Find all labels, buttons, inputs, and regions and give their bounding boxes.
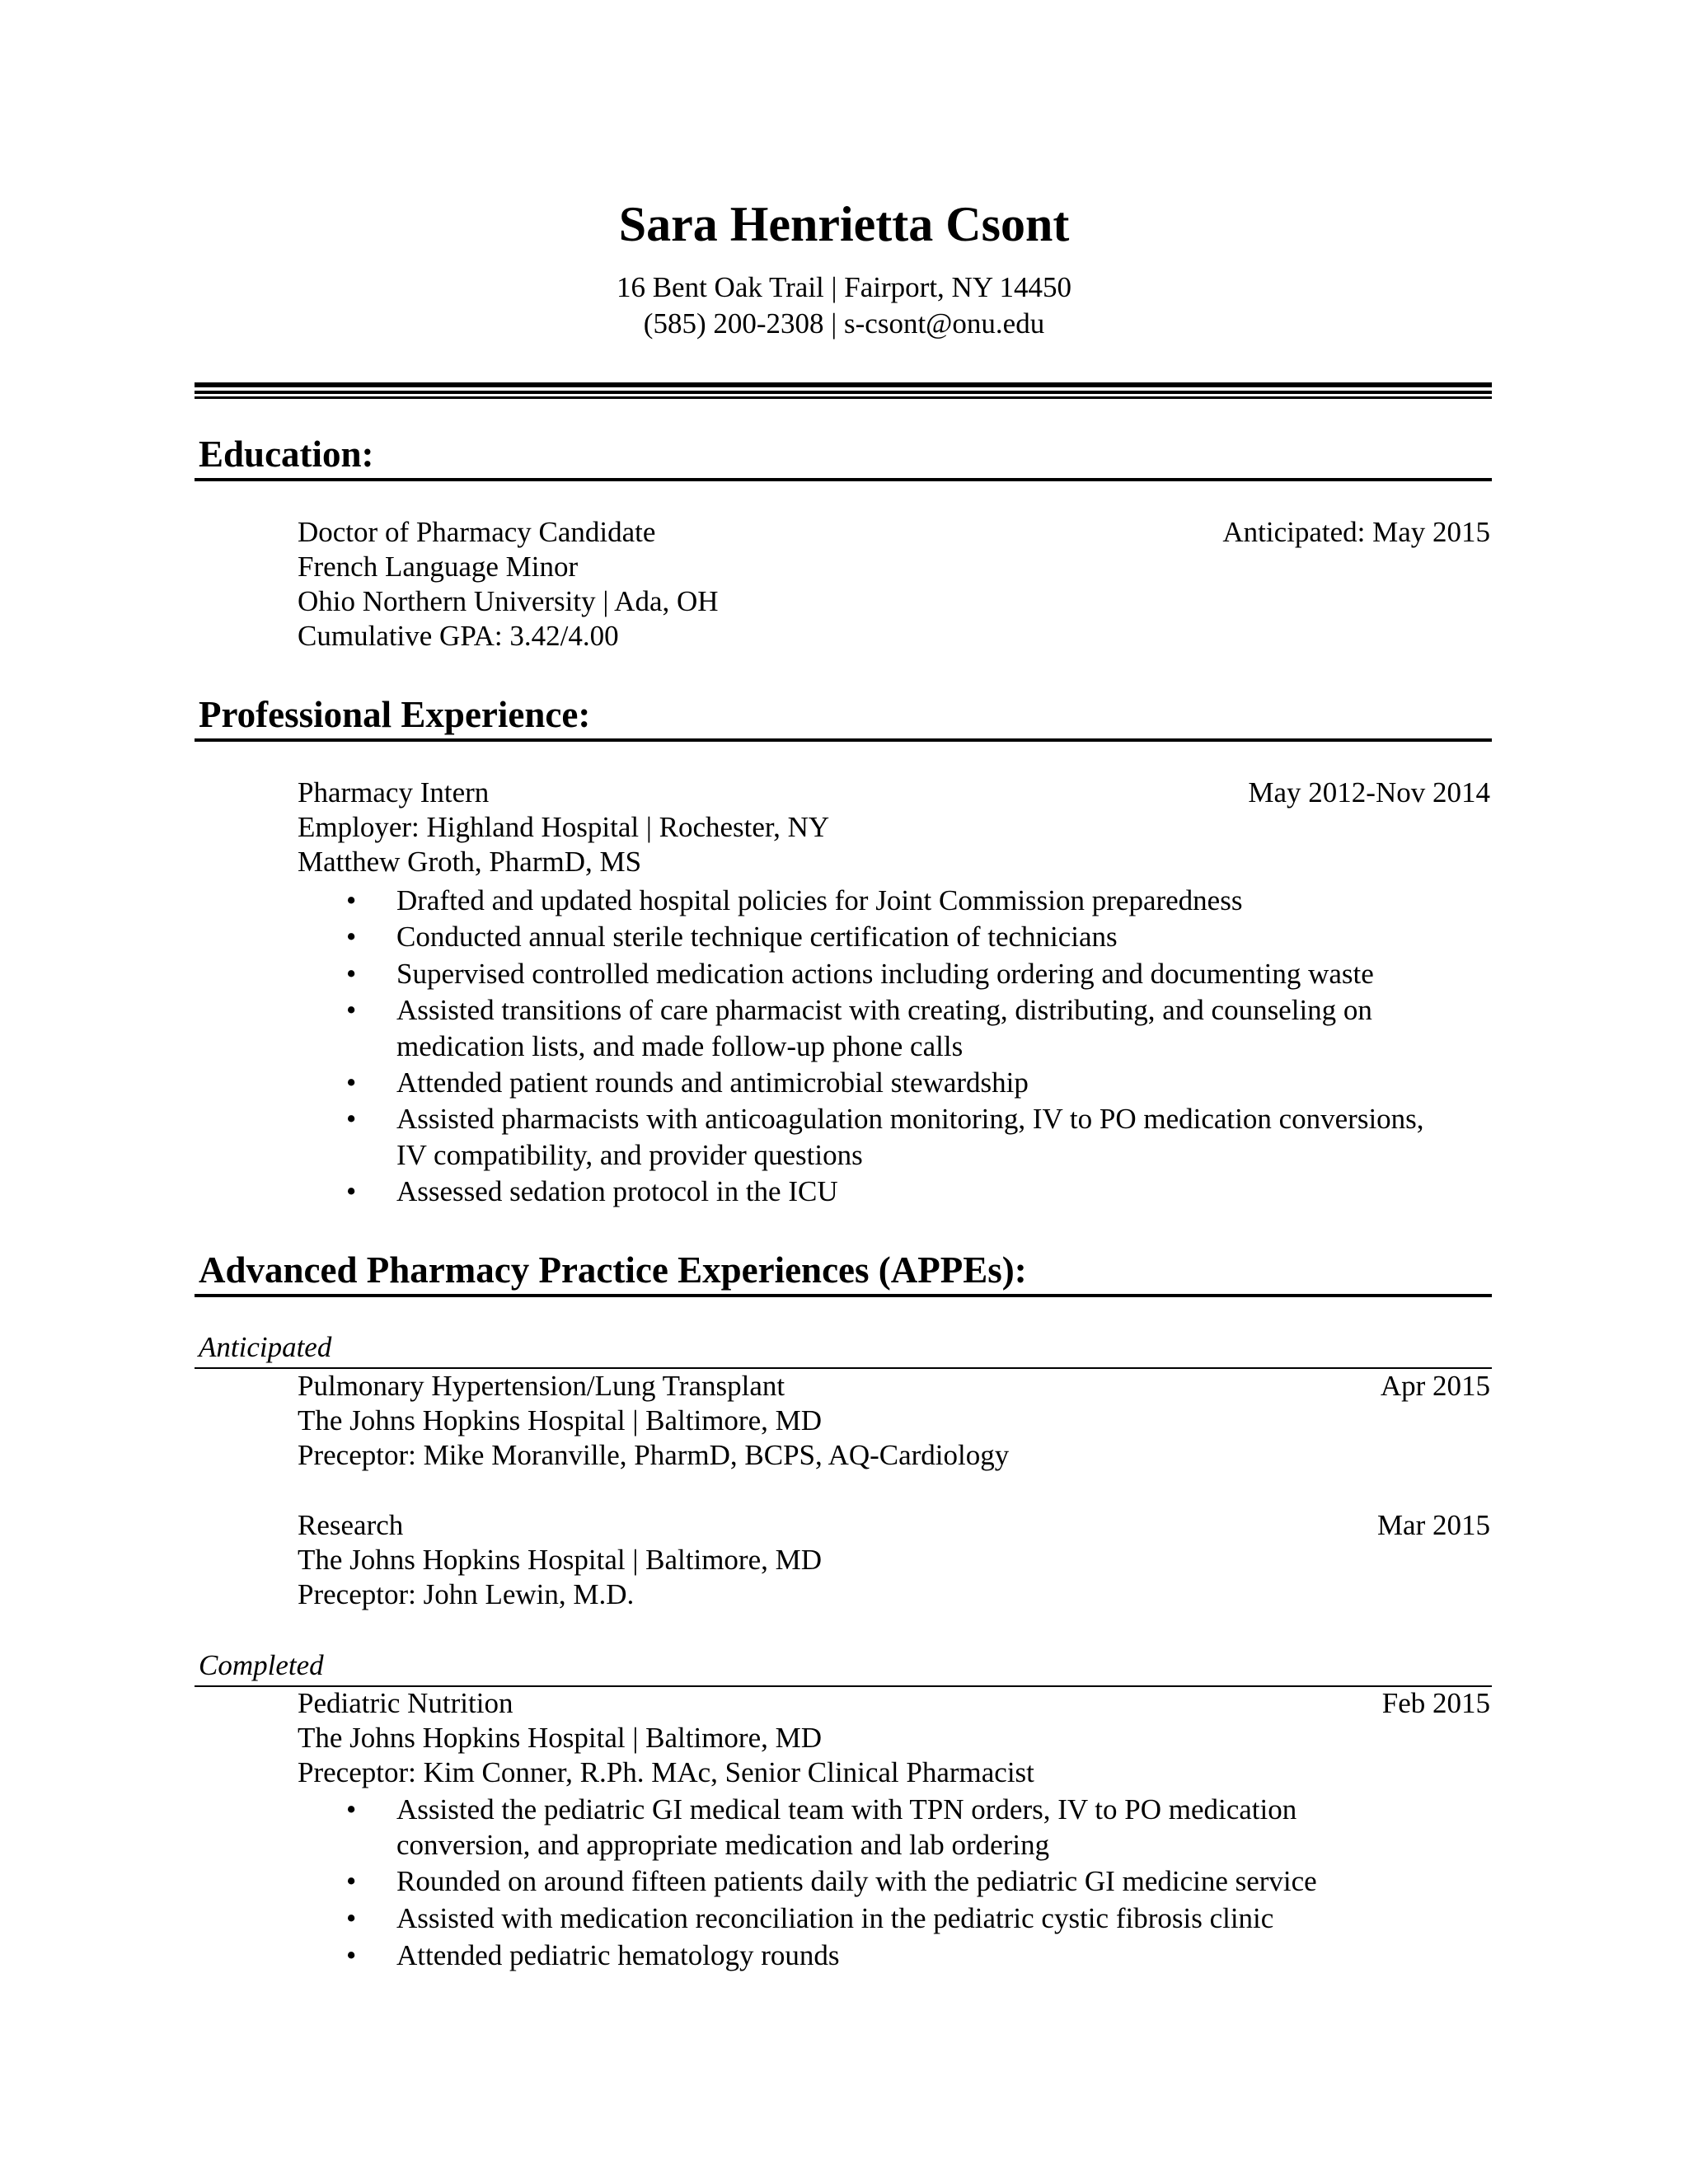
experience-bullet: Conducted annual sterile technique certification of technicians (396, 921, 1118, 953)
bullet-icon: • (346, 884, 357, 916)
experience-bullet: Drafted and updated hospital policies for Joint Commission preparedness (396, 884, 1243, 916)
contact-line: (585) 200-2308 | s-csont@onu.edu (643, 307, 1045, 340)
bullet-icon: • (346, 1066, 357, 1099)
experience-employer: Employer: Highland Hospital | Rochester, NY (298, 811, 830, 843)
bullet-icon: • (346, 921, 357, 953)
appe-bullet: Assisted with medication reconciliation in the pediatric cystic fibrosis clinic (396, 1902, 1274, 1934)
section-title-experience: Professional Experience: (199, 694, 591, 735)
appe-bullet: Rounded on around fifteen patients daily with the pediatric GI medicine service (396, 1865, 1317, 1897)
experience-role: Pharmacy Intern (298, 776, 490, 808)
appe-site: The Johns Hopkins Hospital | Baltimore, MD (298, 1722, 822, 1754)
header-divider-top (195, 382, 1492, 387)
appe-date: Feb 2015 (1381, 1687, 1490, 1719)
appe-bullet: Attended pediatric hematology rounds (396, 1939, 840, 1971)
section-title-appe: Advanced Pharmacy Practice Experiences (APPEs): (199, 1249, 1027, 1291)
appe-title: Pediatric Nutrition (298, 1687, 513, 1719)
appe-title: Pulmonary Hypertension/Lung Transplant (298, 1370, 785, 1402)
appe-preceptor: Preceptor: John Lewin, M.D. (298, 1578, 635, 1610)
appe-bullet-continuation: conversion, and appropriate medication and lab ordering (396, 1829, 1050, 1861)
bullet-icon: • (346, 1939, 357, 1971)
appe-preceptor: Preceptor: Mike Moranville, PharmD, BCPS, AQ-Cardiology (298, 1439, 1010, 1471)
education-minor: French Language Minor (298, 551, 579, 583)
appe-site: The Johns Hopkins Hospital | Baltimore, MD (298, 1404, 822, 1436)
bullet-icon: • (346, 1902, 357, 1934)
appe-title: Research (298, 1509, 404, 1541)
experience-bullet: Attended patient rounds and antimicrobial stewardship (396, 1066, 1029, 1099)
education-gpa: Cumulative GPA: 3.42/4.00 (298, 620, 619, 652)
education-date: Anticipated: May 2015 (1222, 516, 1490, 548)
experience-bullet: Assisted pharmacists with anticoagulation monitoring, IV to PO medication conversions, (396, 1103, 1424, 1135)
header-divider-bottom (195, 396, 1492, 399)
experience-bullet: Assisted transitions of care pharmacist with creating, distributing, and counseling on (396, 994, 1372, 1026)
experience-bullet: Supervised controlled medication actions including ordering and documenting waste (396, 958, 1374, 990)
bullet-icon: • (346, 958, 357, 990)
address-line: 16 Bent Oak Trail | Fairport, NY 14450 (616, 271, 1072, 303)
section-rule-experience (195, 738, 1492, 742)
education-school: Ohio Northern University | Ada, OH (298, 585, 719, 617)
bullet-icon: • (346, 1793, 357, 1825)
subsection-label-anticipated: Anticipated (199, 1331, 332, 1363)
experience-bullet-continuation: medication lists, and made follow-up phone calls (396, 1030, 964, 1062)
bullet-icon: • (346, 994, 357, 1026)
appe-preceptor: Preceptor: Kim Conner, R.Ph. MAc, Senior Clinical Pharmacist (298, 1756, 1034, 1788)
appe-date: Apr 2015 (1380, 1370, 1490, 1402)
bullet-icon: • (346, 1175, 357, 1207)
appe-bullet: Assisted the pediatric GI medical team with TPN orders, IV to PO medication (396, 1793, 1297, 1825)
experience-date: May 2012-Nov 2014 (1248, 776, 1490, 808)
section-title-education: Education: (199, 434, 374, 475)
appe-date: Mar 2015 (1376, 1509, 1490, 1541)
section-rule-appe (195, 1294, 1492, 1297)
experience-bullet: Assessed sedation protocol in the ICU (396, 1175, 838, 1207)
experience-supervisor: Matthew Groth, PharmD, MS (298, 846, 642, 878)
candidate-name: Sara Henrietta Csont (618, 197, 1070, 251)
experience-bullet-continuation: IV compatibility, and provider questions (396, 1139, 863, 1171)
section-rule-education (195, 478, 1492, 481)
education-degree: Doctor of Pharmacy Candidate (298, 516, 656, 548)
subsection-label-completed: Completed (199, 1649, 324, 1681)
bullet-icon: • (346, 1865, 357, 1897)
appe-site: The Johns Hopkins Hospital | Baltimore, MD (298, 1544, 822, 1576)
header-divider-middle (195, 391, 1492, 394)
bullet-icon: • (346, 1103, 357, 1135)
